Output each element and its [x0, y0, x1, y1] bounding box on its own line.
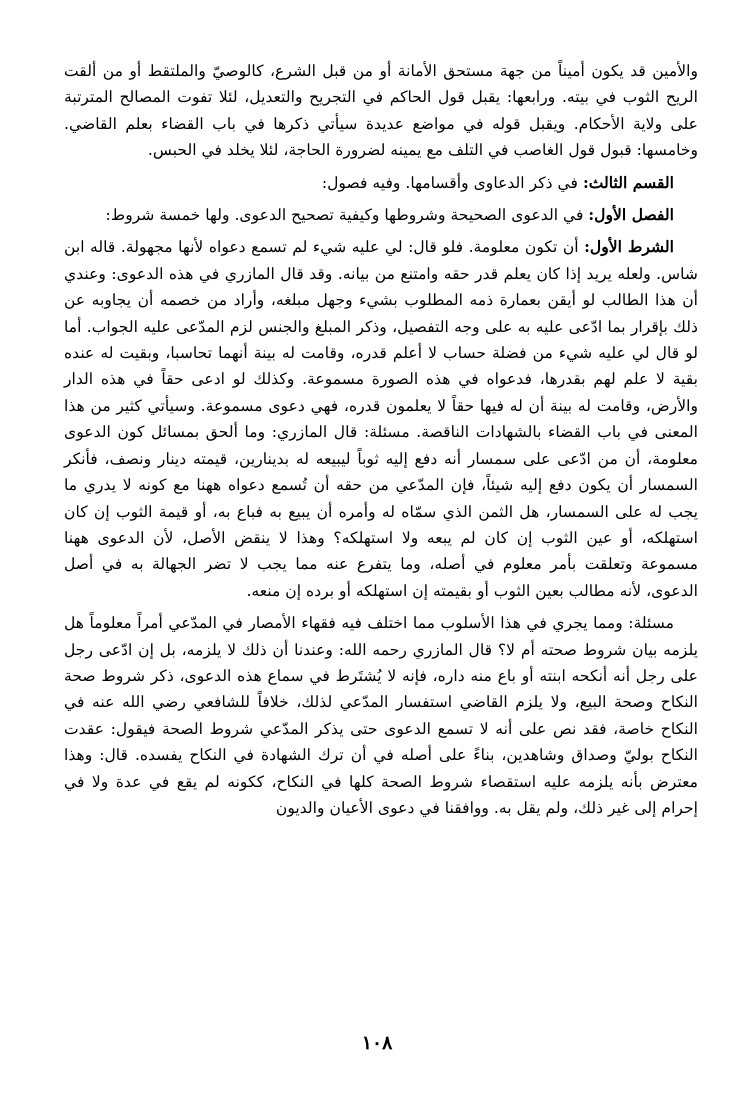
- page-number: ١٠٨: [361, 1032, 393, 1054]
- paragraph-text: والأمين قد يكون أميناً من جهة مستحق الأمانة أو من قبل الشرع، كالوصيّ والملتقط أو من ألقت الريح الثوب في بيته. ورابعها: يقبل قول الحاكم في التجريح والتعديل، لئلا تفوت المصالح المترتبة على ولاية الأحكام. ويقبل قوله في مواضع عديدة سيأتي ذكرها في باب القضاء بعلم القاضي. وخامسها: قبول قول الغاصب في التلف مع يمينه لضرورة الحاجة، لئلا يخلد في الحبس.: [64, 62, 698, 160]
- paragraph-text: مسئلة: ومما يجري في هذا الأسلوب مما اختلف فيه فقهاء الأمصار في المدّعي أمراً معلوماً هل يلزمه بيان شروط صحته أم لا؟ قال المازري رحمه الله: وعندنا أن ذلك لا يلزمه، بل إن ادّعى رجل على رجل أنه أنكحه ابنته أو باع منه داره، فإنه لا يُشتَرط في سماع هذه الدعوى، ذكر شروط صحة النكاح وصحة البيع، ولا يلزم القاضي استفسار المدّعي لذلك، خلافاً للشافعي رضي الله عنه في النكاح خاصة، فقد نص على أنه لا تسمع الدعوى حتى يذكر المدّعي شروط الصحة فيقول: عقدت النكاح بوليّ وصداق وشاهدين، بناءً على أصله في أن ترك الشهادة في النكاح يفسده. قال: وهذا معترض بأنه يلزمه عليه استقصاء شروط الصحة كلها في النكاح، ككونه لم يقع في عدة ولا في إحرام إلى غير ذلك، ولم يقل به. ووافقنا في دعوى الأعيان والديون: [64, 614, 698, 817]
- section-heading: القسم الثالث:: [582, 172, 674, 192]
- paragraph-text: في الدعوى الصحيحة وشروطها وكيفية تصحيح الدعوى. ولها خمسة شروط:: [105, 206, 589, 225]
- paragraph-text: أن تكون معلومة. فلو قال: لي عليه شيء لم تسمع دعواه لأنها مجهولة. قاله ابن شاس. ولعله يريد إذا كان يعلم قدر حقه وامتنع من بيانه. وقد قال المازري في هذه الدعوى: وعندي أن هذا الطالب لو أيقن بعمارة ذمه المطلوب بشيء وجهل مبلغه، وأراد من خصمه أن يجاوبه عن ذلك بإقرار بما ادّعى عليه به على وجه التفصيل، وذكر المبلغ والجنس لزم المدّعى عليه الجواب. أما لو قال لي عليه شيء من فضلة حساب لا أعلم قدره، وقامت له بينة أنهما تحاسبا، وبقيت له عنده بقية لا علم لهم بقدرها، فدعواه في هذه الصورة مسموعة. وكذلك لو ادعى حقاً في هذه الدار والأرض، وقامت له بينة أن له فيها حقاً لا يعلمون قدره، فهي دعوى مسموعة. وسيأتي كثير من هذا المعنى في باب القضاء بالشهادات الناقصة. مسئلة: قال المازري: وما ألحق بمسائل كون الدعوى معلومة، أن من ادّعى على سمسار أنه دفع إليه ثوباً ليبيعه له بدينارين، قيمته دينار ونصف، فأنكر السمسار أن يكون دفع إليه شيئاً، فإن المدّعي من حقه أن تُسمع دعواه ههنا مع كونه لا يدري ما يجب له على السمسار، هل الثمن الذي سمّاه له وأمره أن يبيع به فباع به، أو قيمة الثوب إن كان استهلكه، أو عين الثوب إن كان لم يبعه ولا استهلكه؟ وهذا لا ينقض الأصل، لأن الدعوى ههنا مسموعة وتعلقت بأمر معلوم في أصله، وما يتفرع عنه مما يجب لا تضر الجهالة به في أصل الدعوى، لأنه مطالب بعين الثوب أو بقيمته إن استهلكه أو برده إن منعه.: [64, 238, 698, 600]
- condition-heading: الشرط الأول:: [584, 237, 674, 257]
- page-body: [64, 58, 698, 827]
- paragraph-3: [64, 202, 698, 228]
- paragraph-4: [64, 234, 698, 604]
- paragraph-1: [64, 58, 698, 164]
- paragraph-text: في ذكر الدعاوى وأقسامها. وفيه فصول:: [321, 173, 583, 192]
- chapter-heading: الفصل الأول:: [588, 205, 674, 225]
- paragraph-2: [64, 170, 698, 196]
- paragraph-5: [64, 610, 698, 821]
